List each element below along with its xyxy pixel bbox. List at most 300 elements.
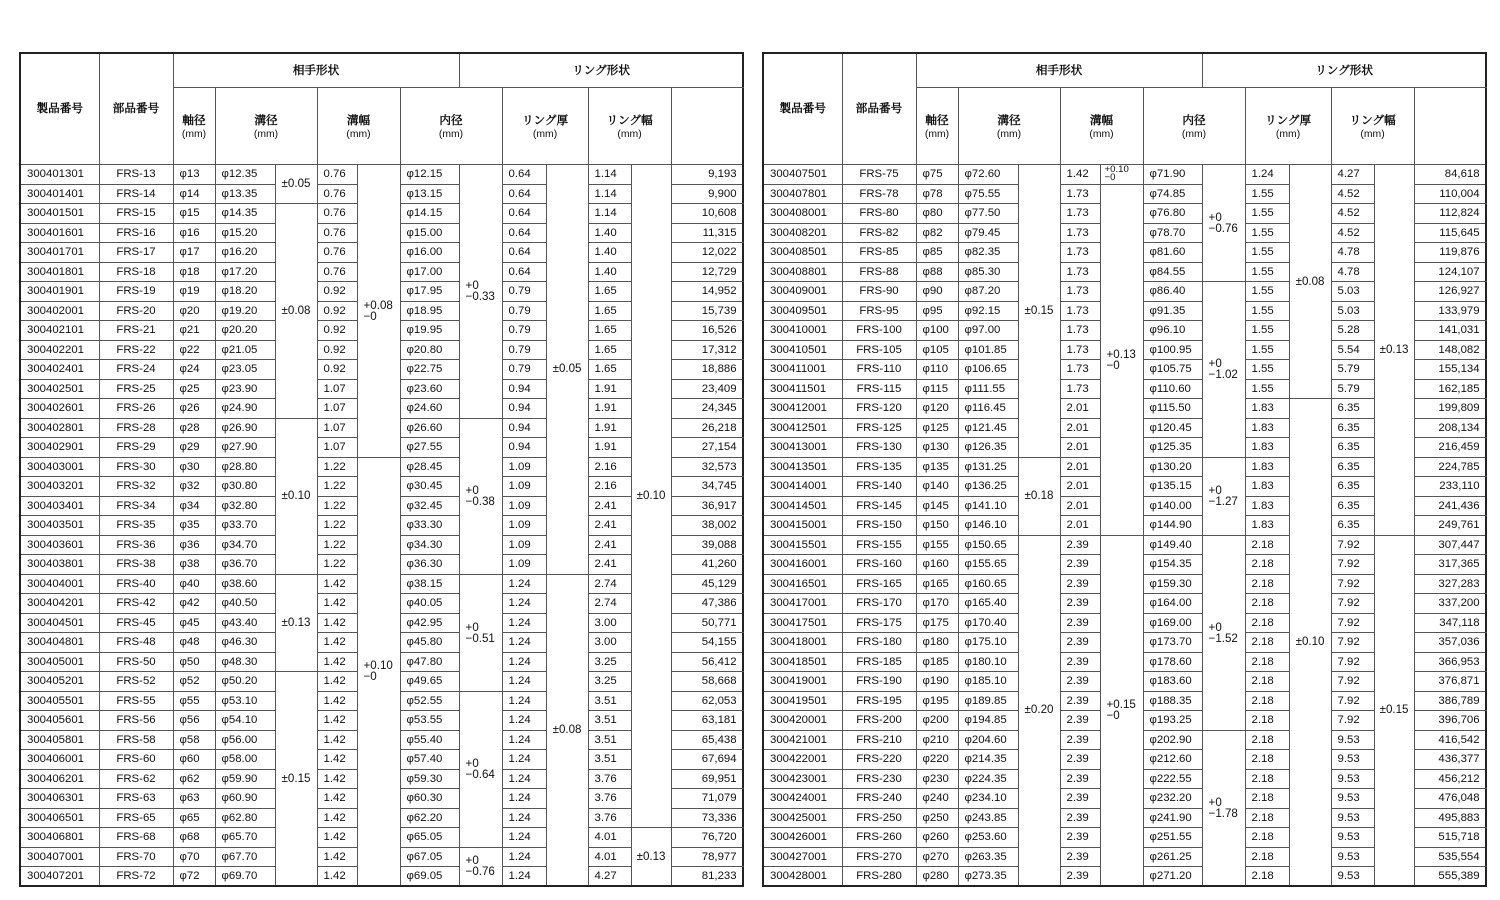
inner-dia-tolerance [459, 691, 502, 847]
cell-thick: 1.55 [1245, 184, 1289, 204]
cell-inner: φ135.15 [1143, 477, 1202, 497]
cell-gwidth: 0.76 [317, 204, 357, 224]
cell-gwidth: 1.42 [317, 808, 357, 828]
cell-load: 16,526 [671, 321, 743, 341]
cell-inner: φ105.75 [1143, 360, 1202, 380]
ring-thickness-tolerance: ±0.08 [1289, 165, 1331, 399]
cell-thick: 0.64 [502, 165, 546, 185]
cell-product-no: 300403001 [20, 457, 99, 477]
cell-load: 78,977 [671, 847, 743, 867]
groove-width-tolerance-line: +0.08 [363, 298, 393, 312]
cell-part-no: FRS-60 [99, 750, 173, 770]
cell-part-no: FRS-16 [99, 223, 173, 243]
cell-rwidth: 1.14 [588, 204, 631, 224]
cell-gwidth: 1.22 [317, 535, 357, 555]
cell-rwidth: 2.41 [588, 555, 631, 575]
cell-thick: 2.18 [1245, 555, 1289, 575]
cell-shaft: φ38 [173, 555, 215, 575]
cell-thick: 1.24 [502, 633, 546, 653]
cell-inner: φ19.95 [400, 321, 459, 341]
cell-inner: φ14.15 [400, 204, 459, 224]
cell-product-no: 300413001 [763, 438, 842, 458]
cell-thick: 1.24 [502, 847, 546, 867]
cell-rwidth: 3.51 [588, 750, 631, 770]
cell-groove: φ175.10 [958, 633, 1018, 653]
cell-shaft: φ15 [173, 204, 215, 224]
cell-rwidth: 6.35 [1331, 438, 1374, 458]
cell-groove: φ85.30 [958, 262, 1018, 282]
cell-part-no: FRS-70 [99, 847, 173, 867]
inner-dia-tolerance-line: −0.64 [465, 768, 495, 781]
cell-groove: φ20.20 [215, 321, 275, 341]
cell-rwidth: 9.53 [1331, 769, 1374, 789]
cell-gwidth: 2.39 [1060, 750, 1100, 770]
cell-part-no: FRS-40 [99, 574, 173, 594]
cell-rwidth: 7.92 [1331, 555, 1374, 575]
table-header [20, 53, 743, 165]
cell-inner: φ27.55 [400, 438, 459, 458]
cell-gwidth: 1.42 [317, 613, 357, 633]
cell-product-no: 300424001 [763, 789, 842, 809]
cell-product-no: 300414501 [763, 496, 842, 516]
header-ring-width-label: リング幅 [1349, 114, 1396, 128]
header-mating-shape: 相手形状 [916, 53, 1202, 88]
cell-product-no: 300407001 [20, 847, 99, 867]
cell-shaft: φ120 [916, 399, 958, 419]
cell-gwidth: 1.42 [317, 847, 357, 867]
cell-gwidth: 2.39 [1060, 711, 1100, 731]
cell-part-no: FRS-34 [99, 496, 173, 516]
cell-part-no: FRS-25 [99, 379, 173, 399]
cell-shaft: φ135 [916, 457, 958, 477]
cell-thick: 0.94 [502, 418, 546, 438]
cell-load: 76,720 [671, 828, 743, 848]
header-unit-mm: (mm) [532, 129, 558, 141]
cell-shaft: φ95 [916, 301, 958, 321]
header-ring-width [1331, 88, 1414, 165]
cell-shaft: φ52 [173, 672, 215, 692]
cell-load: 396,706 [1414, 711, 1486, 731]
cell-product-no: 300402001 [20, 301, 99, 321]
cell-gwidth: 1.07 [317, 438, 357, 458]
cell-product-no: 300401901 [20, 282, 99, 302]
cell-load: 71,079 [671, 789, 743, 809]
cell-product-no: 300401501 [20, 204, 99, 224]
cell-inner: φ33.30 [400, 516, 459, 536]
cell-shaft: φ21 [173, 321, 215, 341]
cell-inner: φ62.20 [400, 808, 459, 828]
cell-groove: φ15.20 [215, 223, 275, 243]
header-ring-shape: リング形状 [1202, 53, 1486, 88]
table-row [763, 535, 1486, 555]
cell-shaft: φ19 [173, 282, 215, 302]
cell-gwidth: 2.39 [1060, 652, 1100, 672]
cell-shaft: φ45 [173, 613, 215, 633]
table-row [763, 165, 1486, 185]
cell-thick: 2.18 [1245, 691, 1289, 711]
cell-rwidth: 3.76 [588, 769, 631, 789]
groove-width-tolerance-line: −0 [1106, 358, 1120, 372]
cell-load: 39,088 [671, 535, 743, 555]
cell-gwidth: 2.01 [1060, 477, 1100, 497]
cell-inner: φ178.60 [1143, 652, 1202, 672]
groove-width-tolerance [357, 165, 400, 458]
cell-thick: 1.24 [502, 867, 546, 887]
cell-gwidth: 2.01 [1060, 418, 1100, 438]
cell-part-no: FRS-145 [842, 496, 916, 516]
cell-groove: φ26.90 [215, 418, 275, 438]
cell-shaft: φ155 [916, 535, 958, 555]
header-unit-mm: (mm) [1275, 129, 1301, 141]
cell-rwidth: 7.92 [1331, 613, 1374, 633]
cell-shaft: φ56 [173, 711, 215, 731]
cell-gwidth: 0.76 [317, 243, 357, 263]
cell-load: 317,365 [1414, 555, 1486, 575]
cell-inner: φ140.00 [1143, 496, 1202, 516]
inner-dia-tolerance-line: −0.76 [1208, 222, 1238, 235]
cell-groove: φ28.80 [215, 457, 275, 477]
cell-rwidth: 1.65 [588, 340, 631, 360]
cell-shaft: φ30 [173, 457, 215, 477]
cell-shaft: φ100 [916, 321, 958, 341]
cell-gwidth: 2.39 [1060, 808, 1100, 828]
cell-groove: φ48.30 [215, 652, 275, 672]
cell-shaft: φ180 [916, 633, 958, 653]
cell-shaft: φ140 [916, 477, 958, 497]
cell-inner: φ45.80 [400, 633, 459, 653]
cell-inner: φ74.85 [1143, 184, 1202, 204]
cell-thick: 1.83 [1245, 438, 1289, 458]
cell-inner: φ36.30 [400, 555, 459, 575]
cell-thick: 1.24 [502, 691, 546, 711]
cell-thick: 2.18 [1245, 769, 1289, 789]
cell-part-no: FRS-85 [842, 243, 916, 263]
inner-dia-tolerance [1202, 165, 1245, 282]
cell-inner: φ202.90 [1143, 730, 1202, 750]
cell-product-no: 300422001 [763, 750, 842, 770]
inner-dia-tolerance [459, 165, 502, 419]
inner-dia-tolerance [459, 418, 502, 574]
cell-shaft: φ18 [173, 262, 215, 282]
cell-gwidth: 1.42 [317, 574, 357, 594]
cell-part-no: FRS-80 [842, 204, 916, 224]
cell-part-no: FRS-24 [99, 360, 173, 380]
cell-gwidth: 2.39 [1060, 672, 1100, 692]
cell-groove: φ23.90 [215, 379, 275, 399]
cell-product-no: 300418001 [763, 633, 842, 653]
cell-groove: φ97.00 [958, 321, 1018, 341]
cell-product-no: 300418501 [763, 652, 842, 672]
cell-part-no: FRS-21 [99, 321, 173, 341]
cell-groove: φ13.35 [215, 184, 275, 204]
cell-rwidth: 4.52 [1331, 223, 1374, 243]
cell-part-no: FRS-26 [99, 399, 173, 419]
cell-thick: 1.24 [1245, 165, 1289, 185]
cell-load: 199,809 [1414, 399, 1486, 419]
ring-width-tolerance: ±0.10 [631, 165, 671, 828]
cell-shaft: φ40 [173, 574, 215, 594]
cell-gwidth: 0.92 [317, 282, 357, 302]
header-inner-dia [1143, 88, 1245, 165]
cell-product-no: 300402801 [20, 418, 99, 438]
cell-inner: φ212.60 [1143, 750, 1202, 770]
cell-rwidth: 2.41 [588, 535, 631, 555]
cell-gwidth: 1.73 [1060, 262, 1100, 282]
cell-shaft: φ32 [173, 477, 215, 497]
cell-part-no: FRS-195 [842, 691, 916, 711]
cell-gwidth: 0.76 [317, 165, 357, 185]
cell-gwidth: 0.92 [317, 321, 357, 341]
cell-rwidth: 5.79 [1331, 379, 1374, 399]
cell-inner: φ120.45 [1143, 418, 1202, 438]
cell-product-no: 300409001 [763, 282, 842, 302]
groove-width-tolerance-line: −0 [363, 309, 377, 323]
cell-part-no: FRS-170 [842, 594, 916, 614]
cell-gwidth: 2.39 [1060, 555, 1100, 575]
cell-groove: φ189.85 [958, 691, 1018, 711]
cell-groove: φ56.00 [215, 730, 275, 750]
cell-thick: 2.18 [1245, 828, 1289, 848]
cell-rwidth: 4.78 [1331, 262, 1374, 282]
cell-groove: φ77.50 [958, 204, 1018, 224]
cell-part-no: FRS-58 [99, 730, 173, 750]
groove-dia-tolerance: ±0.20 [1018, 535, 1060, 886]
cell-load: 38,002 [671, 516, 743, 536]
header-inner-dia-label: 内径 [1182, 114, 1206, 128]
cell-load: 58,668 [671, 672, 743, 692]
cell-load: 249,761 [1414, 516, 1486, 536]
cell-load: 110,004 [1414, 184, 1486, 204]
cell-product-no: 300411501 [763, 379, 842, 399]
cell-inner: φ96.10 [1143, 321, 1202, 341]
cell-load: 327,283 [1414, 574, 1486, 594]
cell-rwidth: 4.52 [1331, 204, 1374, 224]
cell-load: 357,036 [1414, 633, 1486, 653]
cell-groove: φ243.85 [958, 808, 1018, 828]
cell-part-no: FRS-78 [842, 184, 916, 204]
header-ring-thickness-label: リング厚 [1264, 114, 1312, 128]
cell-load: 14,952 [671, 282, 743, 302]
header-unit-mm: (mm) [1181, 129, 1207, 141]
cell-thick: 0.79 [502, 282, 546, 302]
cell-shaft: φ260 [916, 828, 958, 848]
groove-width-tolerance [1100, 535, 1143, 886]
cell-thick: 1.24 [502, 574, 546, 594]
inner-dia-tolerance-line: −1.78 [1208, 806, 1238, 820]
cell-rwidth: 1.40 [588, 223, 631, 243]
cell-rwidth: 3.25 [588, 652, 631, 672]
cell-load: 141,031 [1414, 321, 1486, 341]
cell-shaft: φ85 [916, 243, 958, 263]
cell-shaft: φ58 [173, 730, 215, 750]
cell-part-no: FRS-210 [842, 730, 916, 750]
cell-shaft: φ105 [916, 340, 958, 360]
cell-groove: φ59.90 [215, 769, 275, 789]
header-groove-width-label: 溝幅 [1089, 114, 1114, 128]
cell-groove: φ14.35 [215, 204, 275, 224]
cell-gwidth: 1.07 [317, 399, 357, 419]
cell-load: 9,193 [671, 165, 743, 185]
cell-product-no: 300409501 [763, 301, 842, 321]
cell-load: 12,022 [671, 243, 743, 263]
cell-rwidth: 6.35 [1331, 477, 1374, 497]
inner-dia-tolerance-line: −1.52 [1208, 631, 1238, 645]
cell-thick: 0.64 [502, 184, 546, 204]
cell-groove: φ141.10 [958, 496, 1018, 516]
table-body [20, 165, 743, 887]
groove-dia-tolerance: ±0.10 [275, 418, 317, 574]
cell-load: 155,134 [1414, 360, 1486, 380]
cell-product-no: 300402401 [20, 360, 99, 380]
cell-rwidth: 1.14 [588, 165, 631, 185]
cell-product-no: 300404801 [20, 633, 99, 653]
cell-product-no: 300407201 [20, 867, 99, 887]
cell-product-no: 300401601 [20, 223, 99, 243]
cell-inner: φ38.15 [400, 574, 459, 594]
cell-gwidth: 1.42 [317, 789, 357, 809]
cell-rwidth: 4.01 [588, 828, 631, 848]
cell-part-no: FRS-52 [99, 672, 173, 692]
cell-shaft: φ210 [916, 730, 958, 750]
cell-load: 27,154 [671, 438, 743, 458]
cell-shaft: φ190 [916, 672, 958, 692]
cell-product-no: 300415001 [763, 516, 842, 536]
cell-rwidth: 5.54 [1331, 340, 1374, 360]
cell-product-no: 300403501 [20, 516, 99, 536]
cell-product-no: 300401301 [20, 165, 99, 185]
cell-thick: 1.09 [502, 555, 546, 575]
cell-thick: 2.18 [1245, 535, 1289, 555]
cell-groove: φ72.60 [958, 165, 1018, 185]
cell-inner: φ57.40 [400, 750, 459, 770]
cell-load: 81,233 [671, 867, 743, 887]
cell-thick: 1.09 [502, 477, 546, 497]
cell-part-no: FRS-14 [99, 184, 173, 204]
cell-product-no: 300402501 [20, 379, 99, 399]
cell-load: 10,608 [671, 204, 743, 224]
cell-shaft: φ26 [173, 399, 215, 419]
spec-table-left [19, 52, 744, 887]
cell-part-no: FRS-72 [99, 867, 173, 887]
cell-thick: 0.79 [502, 360, 546, 380]
cell-groove: φ126.35 [958, 438, 1018, 458]
cell-groove: φ253.60 [958, 828, 1018, 848]
cell-load: 386,789 [1414, 691, 1486, 711]
cell-gwidth: 0.76 [317, 262, 357, 282]
cell-rwidth: 3.51 [588, 691, 631, 711]
cell-thick: 1.24 [502, 769, 546, 789]
cell-rwidth: 5.79 [1331, 360, 1374, 380]
cell-inner: φ28.45 [400, 457, 459, 477]
cell-part-no: FRS-55 [99, 691, 173, 711]
cell-groove: φ165.40 [958, 594, 1018, 614]
cell-gwidth: 2.01 [1060, 399, 1100, 419]
cell-product-no: 300403601 [20, 535, 99, 555]
cell-shaft: φ230 [916, 769, 958, 789]
cell-part-no: FRS-15 [99, 204, 173, 224]
cell-product-no: 300408501 [763, 243, 842, 263]
cell-product-no: 300403401 [20, 496, 99, 516]
cell-gwidth: 1.42 [317, 652, 357, 672]
cell-shaft: φ82 [916, 223, 958, 243]
cell-load: 11,315 [671, 223, 743, 243]
cell-thick: 1.55 [1245, 204, 1289, 224]
cell-thick: 0.79 [502, 301, 546, 321]
cell-part-no: FRS-120 [842, 399, 916, 419]
cell-shaft: φ55 [173, 691, 215, 711]
cell-shaft: φ250 [916, 808, 958, 828]
cell-inner: φ149.40 [1143, 535, 1202, 555]
cell-product-no: 300401401 [20, 184, 99, 204]
cell-rwidth: 3.76 [588, 789, 631, 809]
cell-rwidth: 6.35 [1331, 457, 1374, 477]
cell-part-no: FRS-280 [842, 867, 916, 887]
cell-rwidth: 3.51 [588, 730, 631, 750]
cell-inner: φ169.00 [1143, 613, 1202, 633]
groove-dia-tolerance: ±0.08 [275, 204, 317, 419]
cell-rwidth: 1.40 [588, 262, 631, 282]
cell-gwidth: 1.42 [1060, 165, 1100, 185]
header-unit-mm: (mm) [1089, 129, 1114, 141]
cell-load: 216,459 [1414, 438, 1486, 458]
cell-thick: 1.24 [502, 750, 546, 770]
inner-dia-tolerance-line: +0 [465, 279, 479, 293]
groove-width-tolerance-line: −0 [363, 670, 377, 684]
cell-groove: φ53.10 [215, 691, 275, 711]
cell-shaft: φ62 [173, 769, 215, 789]
cell-load: 34,745 [671, 477, 743, 497]
cell-gwidth: 2.39 [1060, 847, 1100, 867]
cell-groove: φ155.65 [958, 555, 1018, 575]
cell-gwidth: 1.22 [317, 457, 357, 477]
cell-inner: φ59.30 [400, 769, 459, 789]
header-unit-mm: (mm) [253, 129, 279, 141]
cell-inner: φ154.35 [1143, 555, 1202, 575]
cell-load: 41,260 [671, 555, 743, 575]
cell-part-no: FRS-115 [842, 379, 916, 399]
cell-shaft: φ36 [173, 535, 215, 555]
header-shaft-dia-label: 軸径 [182, 114, 206, 128]
cell-inner: φ52.55 [400, 691, 459, 711]
cell-thick: 1.24 [502, 652, 546, 672]
cell-groove: φ19.20 [215, 301, 275, 321]
cell-rwidth: 7.92 [1331, 672, 1374, 692]
header-groove-dia-label: 溝径 [254, 114, 278, 128]
cell-part-no: FRS-30 [99, 457, 173, 477]
cell-rwidth: 6.35 [1331, 496, 1374, 516]
cell-inner: φ16.00 [400, 243, 459, 263]
cell-groove: φ67.70 [215, 847, 275, 867]
inner-dia-tolerance [1202, 730, 1245, 886]
header-shaft-dia-label: 軸径 [925, 114, 949, 128]
inner-dia-tolerance-line: +0 [1208, 357, 1222, 371]
cell-gwidth: 2.01 [1060, 457, 1100, 477]
cell-rwidth: 7.92 [1331, 633, 1374, 653]
cell-gwidth: 1.42 [317, 867, 357, 887]
cell-groove: φ18.20 [215, 282, 275, 302]
cell-product-no: 300420001 [763, 711, 842, 731]
cell-thick: 1.55 [1245, 223, 1289, 243]
cell-inner: φ53.55 [400, 711, 459, 731]
cell-inner: φ261.25 [1143, 847, 1202, 867]
cell-groove: φ36.70 [215, 555, 275, 575]
cell-gwidth: 2.39 [1060, 730, 1100, 750]
cell-inner: φ125.35 [1143, 438, 1202, 458]
cell-load: 26,218 [671, 418, 743, 438]
cell-groove: φ204.60 [958, 730, 1018, 750]
groove-dia-tolerance: ±0.15 [275, 672, 317, 887]
cell-rwidth: 9.53 [1331, 808, 1374, 828]
